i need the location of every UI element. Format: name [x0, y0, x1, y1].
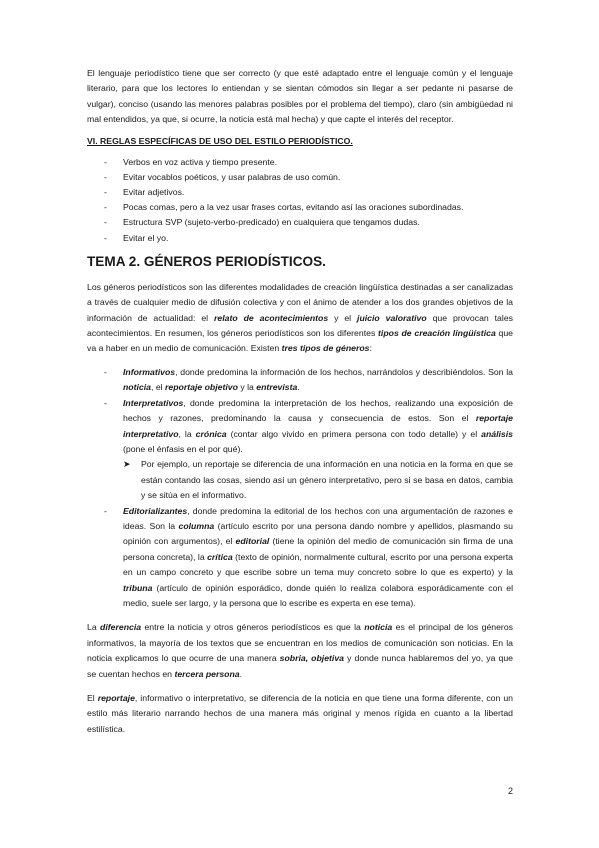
bullet-dash: - [104, 156, 107, 167]
document-page [87, 66, 513, 737]
section-title-rules: VI. REGLAS ESPECÍFICAS DE USO DEL ESTILO PERIODÍSTICO. [87, 135, 353, 146]
arrow-bullet-icon: ➤ [123, 459, 131, 470]
bullet-dash: - [104, 232, 107, 243]
bullet-dash: - [104, 171, 107, 182]
page-number: 2 [508, 786, 514, 796]
bullet-dash: - [104, 187, 107, 198]
list-item: - Estructura SVP (sujeto-verbo-predicado) en cualquiera que tengamos dudas. [87, 215, 513, 230]
example-note: ➤ Por ejemplo, un reportaje se diferencia de una información en una noticia en la forma en que se están contando las cosas, siendo así un género interpretativo, pero si se basa en datos, cambia y se sitúa en el informativo. [123, 459, 513, 501]
reportaje-paragraph: El reportaje, informativo o interpretativo, se diferencia de la noticia en que tiene una forma diferente, con un estilo más literario narrando hechos de una manera más original y menos rígida en cuanto a la libertad estilística. [87, 693, 513, 734]
bullet-dash: - [104, 505, 107, 516]
genres-list [87, 365, 513, 612]
bullet-dash: - [104, 202, 107, 213]
bullet-dash: - [104, 366, 107, 377]
list-item: - Pocas comas, pero a la vez usar frases cortas, evitando así las oraciones subordinadas. [87, 200, 513, 215]
rules-list [87, 155, 513, 246]
list-item: - Evitar adjetivos. [87, 185, 513, 200]
list-item: - Evitar vocablos poéticos, y usar palabras de uso común. [87, 170, 513, 185]
genre-item-informativos: - Informativos, donde predomina la información de los hechos, narrándolos y describiéndolos. Son la noticia, el reportaje objetivo y la entrevista. [104, 366, 513, 393]
intro-paragraph: El lenguaje periodístico tiene que ser correcto (y que esté adaptado entre el lenguaje común y el lenguaje literario, para que los lectores lo entiendan y se sientan cómodos sin llegar a ser pedante ni pasarse de vulgar), conciso (usando las menores palabras posibles por el problema del tiempo), claro (sin ambigüedad ni mal entendidos, ya que, si ocurre, la noticia está mal hecha) y que capte el interés del receptor. [87, 68, 513, 125]
bullet-dash: - [104, 217, 107, 228]
diferencia-paragraph: La diferencia entre la noticia y otros géneros periodísticos es que la noticia es el principal de los géneros informativos, la mayoría de los textos que se encuentran en los medios de comunicación son noticias. En la noticia explicamos lo que ocurre de una manera sobria, objetiva y donde nunca hablaremos del yo, ya que se cuentan hechos en tercera persona. [87, 622, 514, 679]
genre-item-interpretativos: - Interpretativos, donde predomina la interpretación de los hechos, realizando una exposición de hechos y razones, predominando la causa y consecuencia de estos. Son el reportaje interpretativo, la crónica (contar algo vivido en primera persona con todo detalle) y el análisis (pone el énfasis en el por qué). ➤ Por ejemplo, un reportaje se diferencia de una información en una noticia en la forma en que se están contando las cosas, siendo así un género interpretativo, pero si se basa en datos, cambia y se sitúa en el informativo. [87, 396, 513, 504]
genres-intro-paragraph: Los géneros periodísticos son las diferentes modalidades de creación lingüística destinadas a ser canalizadas a través de cualquier medio de difusión colectiva y con el ánimo de atender a los dos grandes objetivos de la información de actualidad: el relato de acontecimientos y el juicio valorativo que provocan tales acontecimientos. En resumen, los géneros periodísticos son los diferentes tipos de creación lingüística que va a haber en un medio de comunicación. Existen tres tipos de géneros: [87, 281, 513, 354]
list-item: - Evitar el yo. [87, 231, 513, 246]
bullet-dash: - [104, 397, 107, 408]
chapter-heading: TEMA 2. GÉNEROS PERIODÍSTICOS. [87, 253, 326, 269]
list-item: - Verbos en voz activa y tiempo presente. [87, 155, 513, 170]
genre-item-editorializantes: - Editorializantes, donde predomina la editorial de los hechos con una argumentación de razones e ideas. Son la columna (artículo escrito por una persona dando nombre y apellidos, plasmando su opinión con argumentos), el editorial (tiene la opinión del medio de comunicación sin firma de una persona concreta), la crítica (texto de opinión, normalmente cultural, escrito por una persona experta en un campo concreto y que escribe sobre un tema muy concreto sobre lo que es experto) y la tribuna (artículo de opinión esporádico, donde quién lo realiza colabora esporádicamente con el medio, suele ser largo, y la persona que lo escribe es experta en ese tema). [104, 505, 514, 608]
